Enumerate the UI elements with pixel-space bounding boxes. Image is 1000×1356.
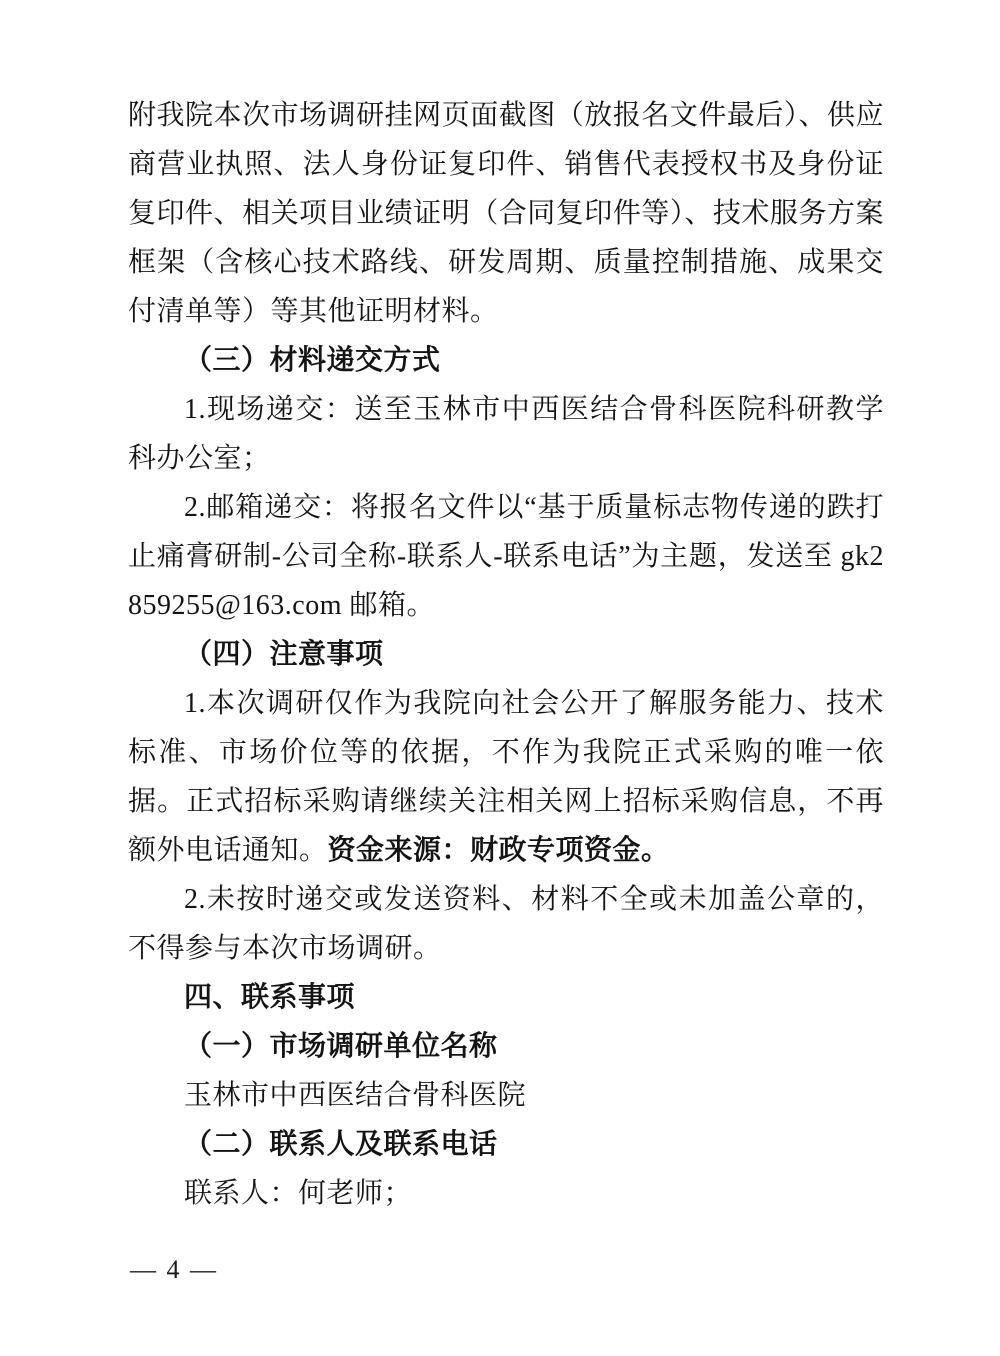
- paragraph-attachments: 附我院本次市场调研挂网页面截图（放报名文件最后）、供应商营业执照、法人身份证复印件、销售代表授权书及身份证复印件、相关项目业绩证明（合同复印件等）、技术服务方案框架（含核心技术路线、研发周期、质量控制措施、成果交付清单等）等其他证明材料。: [128, 100, 884, 327]
- note-1-text: 1.本次调研仅作为我院向社会公开了解服务能力、技术标准、市场价位等的依据，不作为我院正式采购的唯一依据。正式招标采购请继续关注相关网上招标采购信息，不再额外电话通知。: [128, 688, 884, 866]
- paragraph-onsite-delivery: 1.现场递交：送至玉林市中西医结合骨科医院科研教学科办公室；: [128, 394, 884, 474]
- heading-section-3-material-submission: （三）材料递交方式: [184, 345, 441, 376]
- paragraph-note-2: 2.未按时递交或发送资料、材料不全或未加盖公章的，不得参与本次市场调研。: [128, 884, 884, 964]
- heading-contact-section: 四、联系事项: [184, 982, 356, 1013]
- heading-research-unit-name: （一）市场调研单位名称: [184, 1031, 498, 1062]
- paragraph-contact-person: 联系人：何老师；: [184, 1178, 413, 1209]
- paragraph-org-name: 玉林市中西医结合骨科医院: [184, 1080, 527, 1111]
- heading-contact-person-phone: （二）联系人及联系电话: [184, 1129, 498, 1160]
- paragraph-email-delivery: 2.邮箱递交：将报名文件以“基于质量标志物传递的跌打止痛膏研制-公司全称-联系人-联系电话”为主题，发送至 gk2859255@163.com 邮箱。: [128, 492, 884, 621]
- heading-section-4-notes: （四）注意事项: [184, 639, 384, 670]
- page-number: — 4 —: [130, 1255, 218, 1284]
- paragraph-note-1: [128, 679, 884, 875]
- funding-source-statement: 资金来源：财政专项资金。: [327, 835, 670, 866]
- document-body: [128, 91, 884, 1218]
